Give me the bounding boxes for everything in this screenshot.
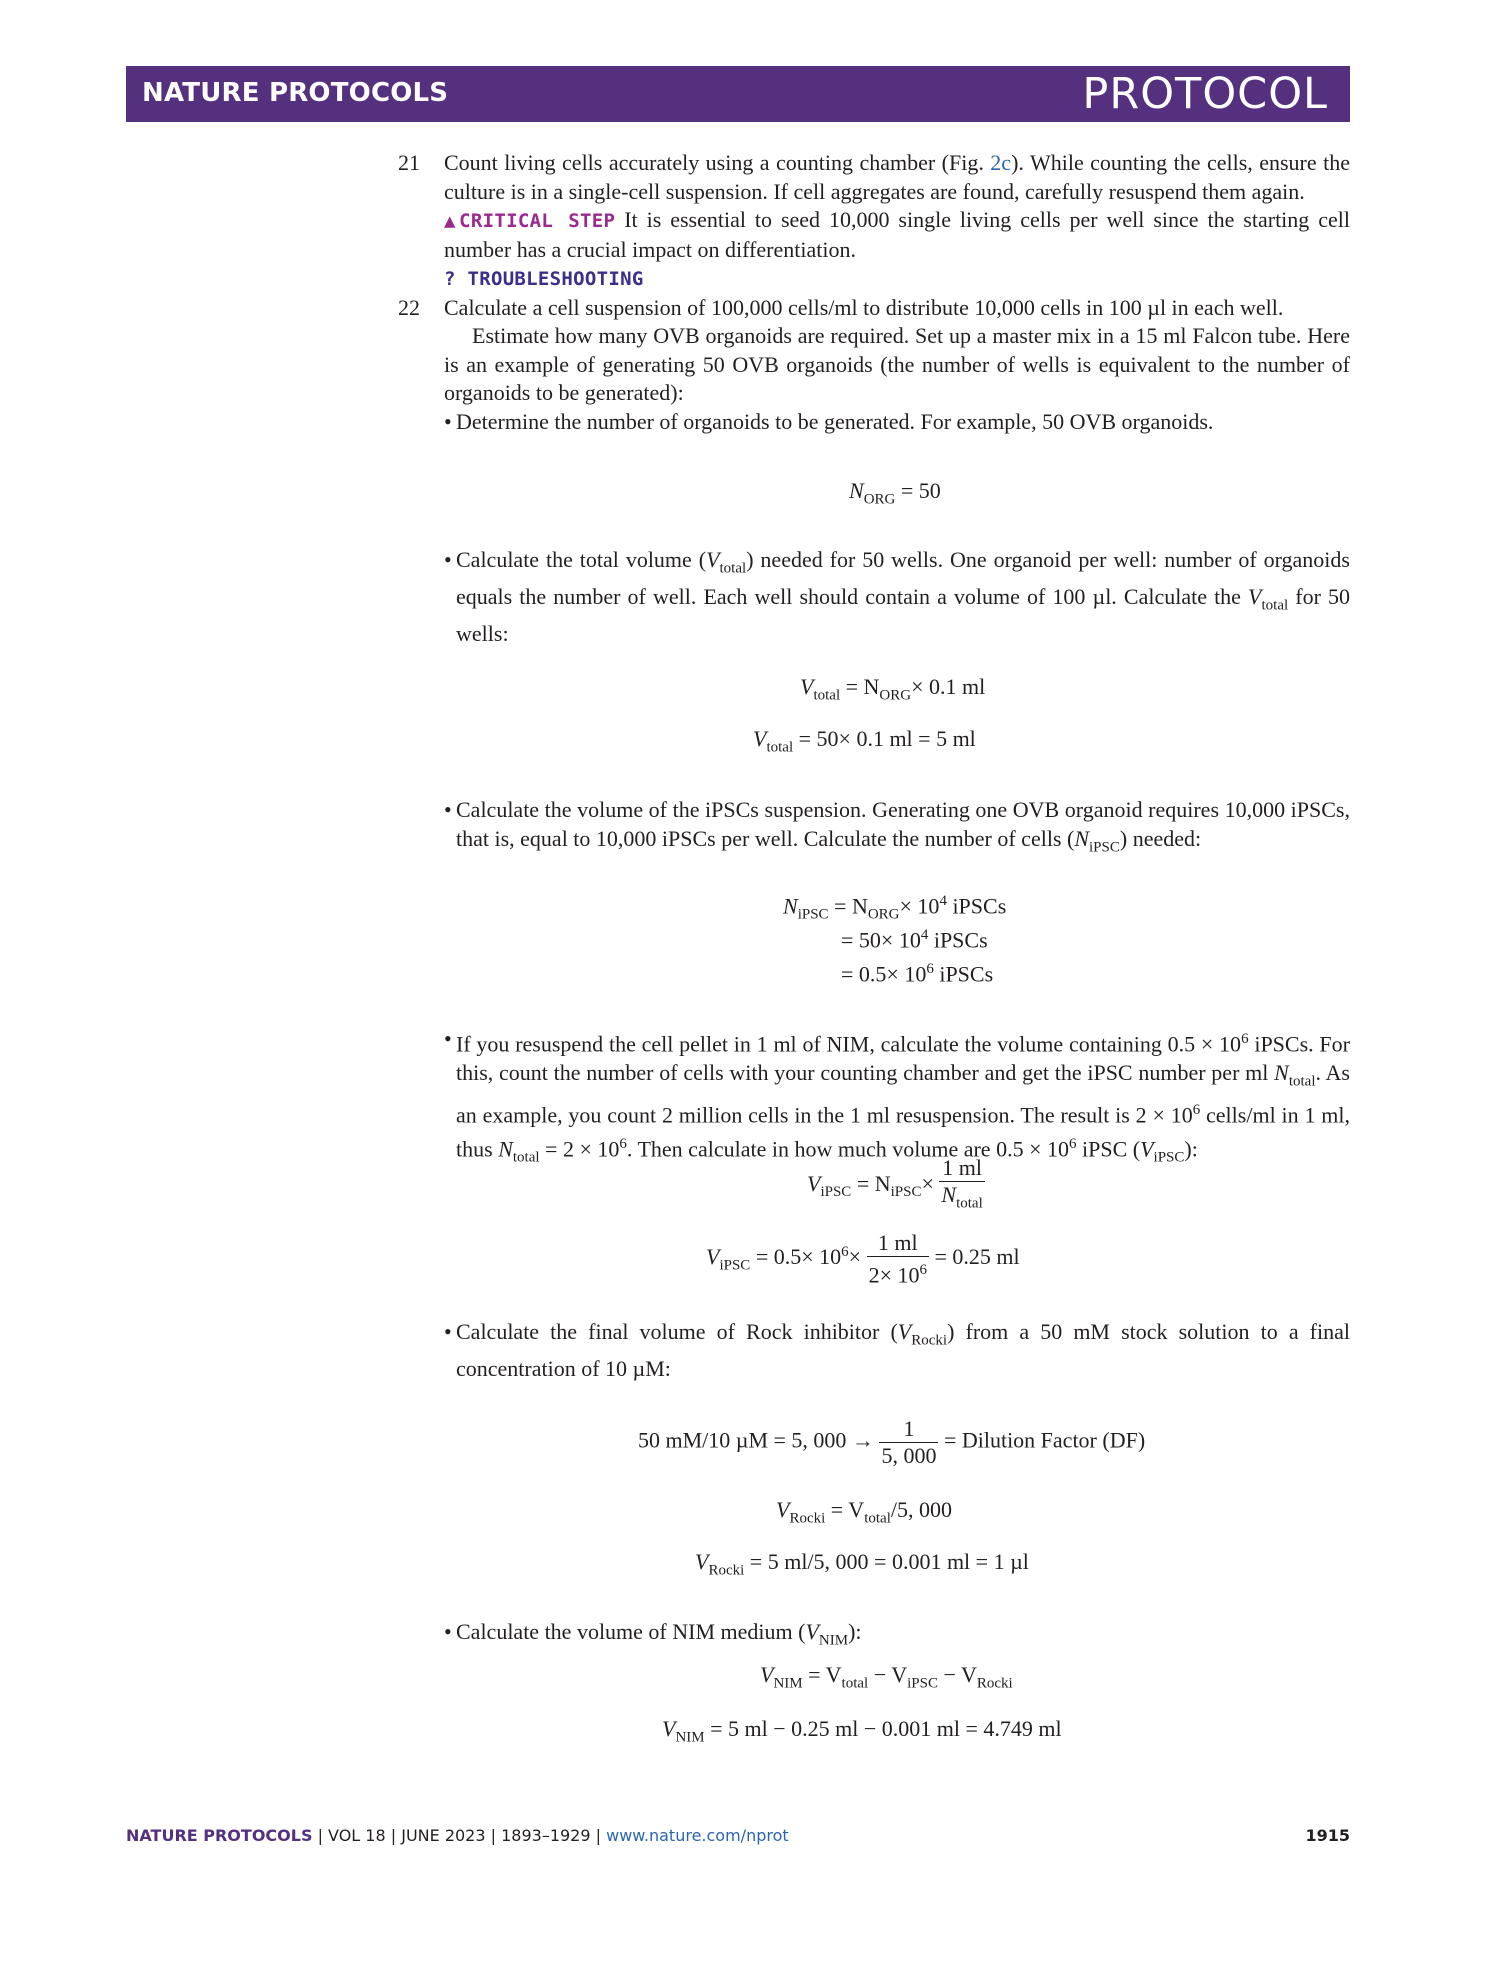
bullet-4: • If you resuspend the cell pellet in 1 ml of NIM, calculate the volume containing $0.5 \times 10^6$ iPSCs. For this, count the number of cells with your counting chamber and get the iPSC number per ml $N_{total}$. As an example, you count 2 million cells in the 1 ml resuspension. The result is $2 \times 10^6$ cells/ml in 1 ml, thus $N_{total} = 2 \times 10^6$. Then calculate in how much volume are $0.5 \times 10^6$ iPSC $(V_{iPSC})$: [444,1026,1350,1166]
page-number: 1915 [1305,1826,1350,1845]
equation-v-rocki-2: $V_{Rocki} = 5$ ml/5, 000 = 0.001 ml = 1 µl [695,1549,1029,1579]
equation-v-total-1: $V_{total} = N_{ORG}\times 0.1$ ml [800,674,986,704]
equation-n-ipsc-3: = $0.5\times 10^6$ iPSCs [841,961,994,987]
equation-v-nim-2: $V_{NIM} = 5$ ml − 0.25 ml − 0.001 ml = 4.749 ml [662,1716,1062,1746]
figure-link[interactable]: 2c [990,150,1012,175]
equation-n-org: $N_{ORG} = 50$ [849,478,941,508]
fraction: $\frac{1 ml}{N_{total}}$ [941,1155,983,1212]
step-number: 21 [398,150,420,175]
step-22-paragraph: Estimate how many OVB organoids are required. Set up a master mix in a 15 ml Falcon tube. Here is an example of generating 50 OVB organoids (the number of wells is equivalent to the number of organoids to be generated): [444,323,1350,405]
equation-dilution-factor: 50 mM/10 µM = 5, 000 → $\frac{1}{5, 000}$ = Dilution Factor (DF) [638,1416,1146,1468]
equation-v-total-2: $V_{total} = 50\times 0.1$ ml = 5 ml [753,726,976,756]
equation-v-nim-1: $V_{NIM} = V_{total} - V_{iPSC} - V_{Rocki}$ [760,1662,1013,1692]
bullet-1: • Determine the number of organoids to be generated. For example, 50 OVB organoids. [444,408,1214,434]
bullet-6: • Calculate the volume of NIM medium $(V_{NIM})$: [444,1619,862,1649]
bullet-5: • Calculate the final volume of Rock inhibitor $(V_{Rocki})$ from a 50 mM stock solution to a final concentration of 10 µM: [444,1319,1350,1381]
step-22-text: Calculate a cell suspension of 100,000 cells/ml to distribute 10,000 cells in 100 µl in each well. [444,294,1284,320]
equation-n-ipsc-2: = $50\times 10^4$ iPSCs [841,927,988,953]
footer-citation: NATURE PROTOCOLS | VOL 18 | JUNE 2023 | 1893–1929 | www.nature.com/nprot [126,1826,789,1845]
bullet-2: • Calculate the total volume $(V_{total})$ needed for 50 wells. One organoid per well: number of organoids equals the number of well. Each well should contain a volume of 100 µl. Calculate the $V_{total}$ for 50 wells: [444,547,1351,646]
equation-v-ipsc-1: $V_{iPSC} = N_{iPSC}\times$ $\frac{1 ml}{N_{total}}$ [807,1155,985,1216]
critical-step: ▲CRITICAL STEP It is essential to seed 10,000 single living cells per well since the starting cell number has a crucial impact on differentiation. [444,207,1350,262]
equation-v-rocki-1: $V_{Rocki} = V_{total}/5$, 000 [776,1497,952,1527]
section-label: PROTOCOL [1082,69,1328,119]
step-number: 22 [398,294,420,320]
footer-url-link[interactable]: www.nature.com/nprot [606,1826,789,1845]
troubleshooting-label[interactable]: ? TROUBLESHOOTING [444,268,644,290]
bullet-3: • Calculate the volume of the iPSCs suspension. Generating one OVB organoid requires 10,000 iPSCs, that is, equal to 10,000 iPSCs per well. Calculate the number of cells $(N_{iPSC})$ needed: [444,797,1350,855]
equation-n-ipsc-1: $N_{iPSC} = N_{ORG}\times 10^4$ iPSCs [783,893,1007,923]
equation-v-ipsc-2: $V_{iPSC} = 0.5\times 10^6\times$ $\frac{1 ml}{2\times 10^6}$ = 0.25 ml [706,1230,1020,1288]
step-21-text: Count living cells accurately using a counting chamber (Fig. 2c). While counting the cells, ensure the culture is in a single-cell suspension. If cell aggregates are found, carefully resuspend them again. [444,150,1350,204]
critical-step-label: ▲CRITICAL STEP [444,210,616,232]
fraction: $\frac{1}{5, 000}$ [881,1416,937,1468]
fraction: $\frac{1 ml}{2\times 10^6}$ [868,1230,927,1288]
journal-name: NATURE PROTOCOLS [142,78,449,108]
